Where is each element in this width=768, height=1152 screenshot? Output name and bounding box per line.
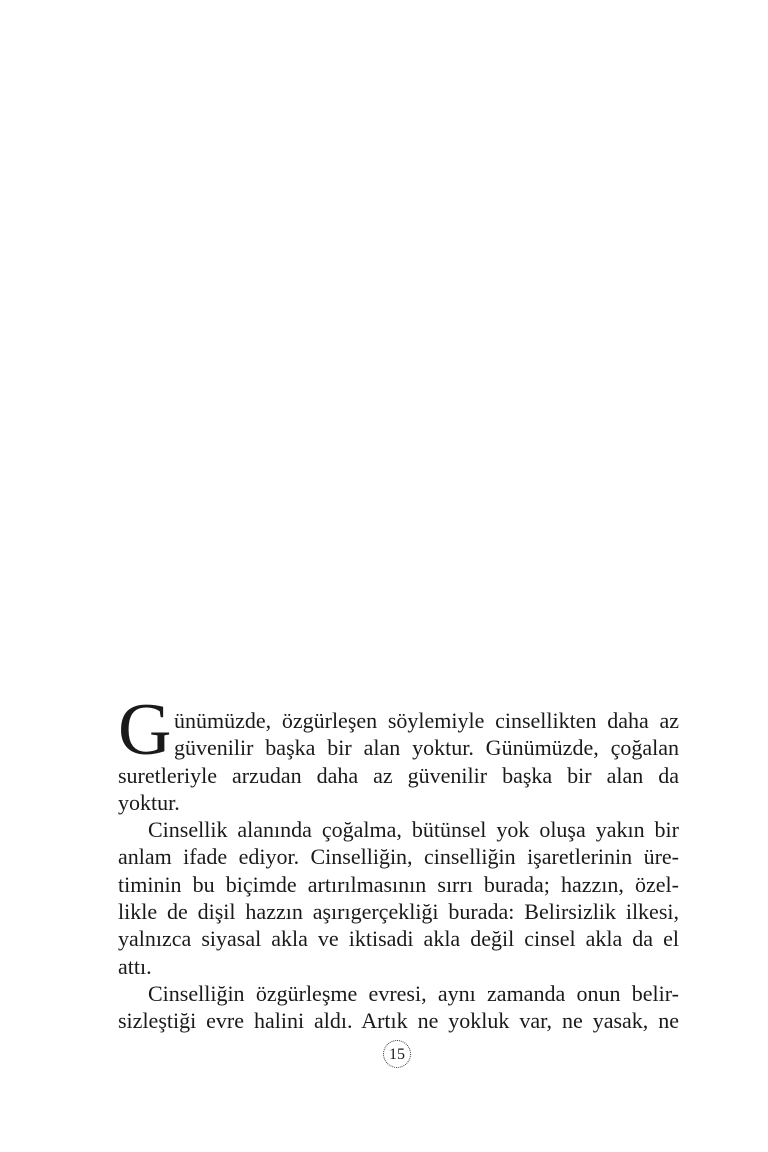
body-text bbox=[118, 707, 679, 1035]
text-line: timinin bu biçimde artırılmasının sırrı burada; hazzın, özel- bbox=[118, 871, 679, 897]
text-line: Cinsellik alanında çoğalma, bütünsel yok oluşa yakın bir bbox=[148, 817, 679, 843]
drop-cap-letter: G bbox=[118, 689, 172, 771]
text-line: yoktur. bbox=[118, 789, 180, 815]
text-line: suretleriyle arzudan daha az güvenilir başka bir alan da bbox=[118, 762, 679, 788]
text-line: attı. bbox=[118, 953, 152, 979]
text-line: likle de dişil hazzın aşırıgerçekliği burada: Belirsizlik ilkesi, bbox=[118, 899, 679, 925]
text-line: ünümüzde, özgürleşen söylemiyle cinsellikten daha az bbox=[174, 708, 679, 733]
text-line: anlam ifade ediyor. Cinselliğin, cinselliğin işaretlerinin üre- bbox=[118, 844, 679, 870]
text-line: yalnızca siyasal akla ve iktisadi akla değil cinsel akla da el bbox=[118, 926, 679, 952]
text-line: güvenilir başka bir alan yoktur. Günümüzde, çoğalan bbox=[174, 735, 679, 761]
page-number: 15 bbox=[383, 1040, 411, 1068]
text-line: Cinselliğin özgürleşme evresi, aynı zamanda onun belir- bbox=[148, 980, 679, 1006]
text-line: sizleştiği evre halini aldı. Artık ne yokluk var, ne yasak, ne bbox=[118, 1008, 679, 1034]
